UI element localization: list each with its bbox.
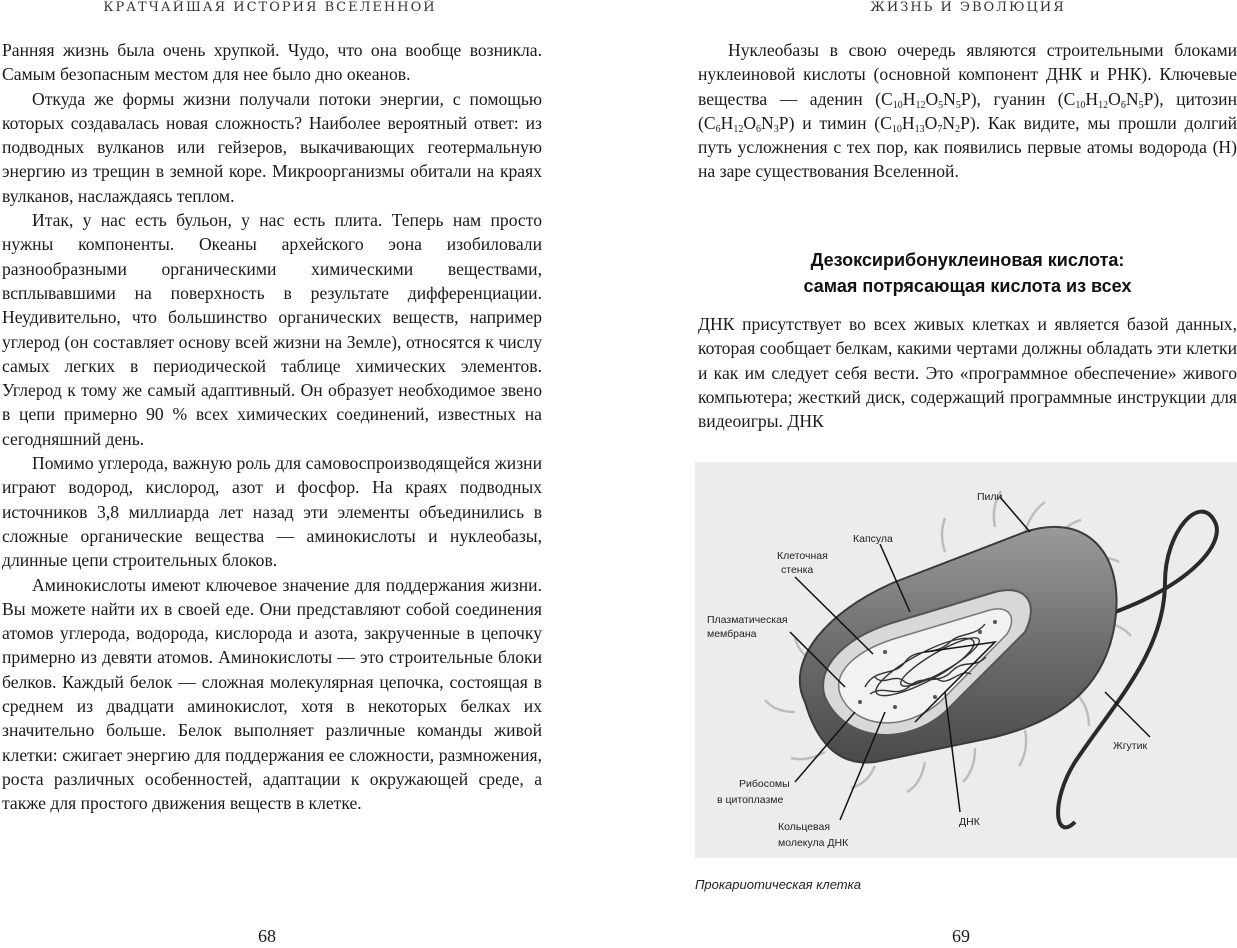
formula-subscript: 3 [773, 123, 779, 135]
formula-element: C [880, 112, 892, 133]
formula-element: C [1063, 88, 1076, 109]
intro-text-5: ). Как видите, мы прошли долгий путь усложнения с тех пор, как появились первые атомы водорода (H) на заре существования Вселенной. [698, 112, 1237, 182]
formula-subscript: 10 [891, 123, 902, 135]
right-page-intro [698, 38, 1237, 184]
formula-element: O [1108, 88, 1121, 109]
label-ribosomes-2: в цитоплазме [717, 794, 784, 806]
prokaryotic-cell-illustration [695, 462, 1237, 858]
formula-subscript: 7 [937, 123, 943, 135]
formula-guanine [1064, 89, 1154, 109]
formula-subscript: 10 [892, 99, 903, 111]
page-number-left: 68 [258, 926, 276, 946]
label-circular-dna-1: Кольцевая [778, 821, 831, 833]
label-cell-wall-1: Клеточная [777, 550, 828, 562]
formula-element: H [1085, 88, 1099, 109]
formula-element: C [880, 88, 893, 109]
formula-subscript: 12 [733, 123, 744, 135]
formula-element: N [1125, 88, 1139, 109]
label-dna: ДНК [959, 816, 980, 828]
section-heading-line-1: Дезоксирибонуклеиновая кислота: [810, 250, 1125, 270]
label-pili: Пили [977, 491, 1003, 503]
formula-element: P [1143, 88, 1154, 109]
page-number-right: 69 [952, 926, 970, 946]
formula-subscript: 5 [1138, 99, 1144, 111]
paragraph: Помимо углерода, важную роль для самовоспроизводящейся жизни играют водород, кислород, азот и фосфор. На краях подводных источников 3,8 миллиарда лет назад эти элементы объединились в сложные органические вещества — аминокислоты и нуклеобазы, длинные цепи строительных блоков. [2, 453, 542, 571]
label-capsule: Капсула [853, 533, 893, 545]
label-flagellum: Жгутик [1113, 740, 1148, 752]
formula-cytosine [704, 113, 789, 133]
paragraph: Итак, у нас есть бульон, у нас есть плита. Теперь нам просто нужны компоненты. Океаны архейского эона изобиловали разнообразными органическими химическими веществами, всплывавшими на поверхность в результате дифференциации. Неудивительно, что большинство органических веществ, например углерод (он составляет основу всей жизни на Земле), относятся к числу самых легких в периодической таблице химических элементов. Углерод к тому же самый адаптивный. Он образует необходимое звено в цепи примерно 90 % всех химических соединений, известных на сегодняшний день. [2, 210, 542, 449]
formula-subscript: 10 [1075, 99, 1086, 111]
intro-text-1: Нуклеобазы в свою очередь являются строительными блоками нуклеиновой кислоты (основной компонент ДНК и РНК). Ключевые вещества — аденин ( [698, 40, 1237, 109]
formula-subscript: 6 [756, 123, 762, 135]
label-circular-dna-2: молекула ДНК [778, 837, 849, 849]
label-ribosomes-1: Рибосомы [739, 778, 790, 790]
formula-subscript: 2 [955, 123, 961, 135]
formula-subscript: 5 [938, 99, 944, 111]
formula-element: H [901, 112, 915, 133]
running-head-left: КРАТЧАЙШАЯ ИСТОРИЯ ВСЕЛЕННОЙ [103, 0, 437, 15]
left-page [0, 0, 618, 948]
formula-subscript: 13 [914, 123, 925, 135]
formula-element: H [902, 88, 916, 109]
formula-element: N [942, 112, 956, 133]
label-plasma-membrane-1: Плазматическая [707, 614, 788, 626]
formula-element: N [761, 112, 774, 133]
paragraph-dna: ДНК присутствует во всех живых клетках и является базой данных, которая сообщает белкам, какими чертами должны обладать эти клетки и как им следует себя вести. Это «программное обеспечение» живого компьютера; жесткий диск, содержащий программные инструкции для видеоигры. ДНК [698, 314, 1237, 432]
figure-caption: Прокариотическая клетка [695, 877, 861, 892]
formula-element: O [743, 112, 757, 133]
formula-element: P [960, 88, 971, 109]
formula-subscript: 5 [955, 99, 961, 111]
formula-element: O [924, 112, 938, 133]
intro-text-3: ), цитозин ( [698, 88, 1237, 133]
intro-text-2: ), гуанин ( [970, 88, 1064, 109]
left-page-body [2, 38, 542, 816]
intro-text-4: ) и тимин ( [788, 112, 881, 133]
right-page-dna-text [698, 312, 1237, 433]
formula-element: O [925, 88, 939, 109]
formula-element: H [720, 112, 734, 133]
formula-element: C [703, 112, 716, 133]
paragraph: Аминокислоты имеют ключевое значение для поддержания жизни. Вы можете найти их в своей еде. Они представляют собой соединения атомов углерода, водорода, кислорода и азота, закрученные в цепочку примерно из девяти атомов. Аминокислоты — это строительные блоки белков. Каждый белок — сложная молекулярная цепочка, состоящая в среднем из двадцати аминокислот, хотя в некоторых белках их значительно больше. Белок выполняет различные команды живой клетки: сжигает энергию для поддержания ее сложности, размножения, роста различных особенностей, адаптации к окружающей среде, а также для простого движения веществ в клетке. [2, 574, 542, 814]
formula-element: P [778, 112, 789, 133]
formula-adenine [881, 89, 971, 109]
paragraph: Откуда же формы жизни получали потоки энергии, с помощью которых создавалась новая сложность? Наиболее вероятный ответ: из подводных вулканов или гейзеров, выкачивающих геотермальную энергию из трещин в земной коре. Микроорганизмы обитали на краях вулканов, наслаждаясь теплом. [2, 88, 542, 206]
section-heading-line-2: самая потрясающая кислота из всех [803, 276, 1132, 296]
formula-element: N [943, 88, 956, 109]
label-plasma-membrane-2: мембрана [707, 628, 757, 640]
running-head-right: ЖИЗНЬ И ЭВОЛЮЦИЯ [870, 0, 1066, 15]
paragraph-nucleobases [698, 38, 1237, 184]
label-cell-wall-2: стенка [781, 564, 814, 576]
formula-subscript: 6 [1120, 99, 1126, 111]
formula-subscript: 12 [915, 99, 926, 111]
formula-subscript: 6 [715, 123, 721, 135]
formula-element: P [960, 112, 970, 133]
paragraph: Ранняя жизнь была очень хрупкой. Чудо, что она вообще возникла. Самым безопасным местом для нее было дно океанов. [2, 40, 542, 85]
section-heading [698, 247, 1237, 299]
right-page [618, 0, 1237, 948]
formula-subscript: 12 [1098, 99, 1109, 111]
prokaryotic-cell-figure [695, 462, 1237, 858]
formula-thymine [880, 113, 970, 133]
